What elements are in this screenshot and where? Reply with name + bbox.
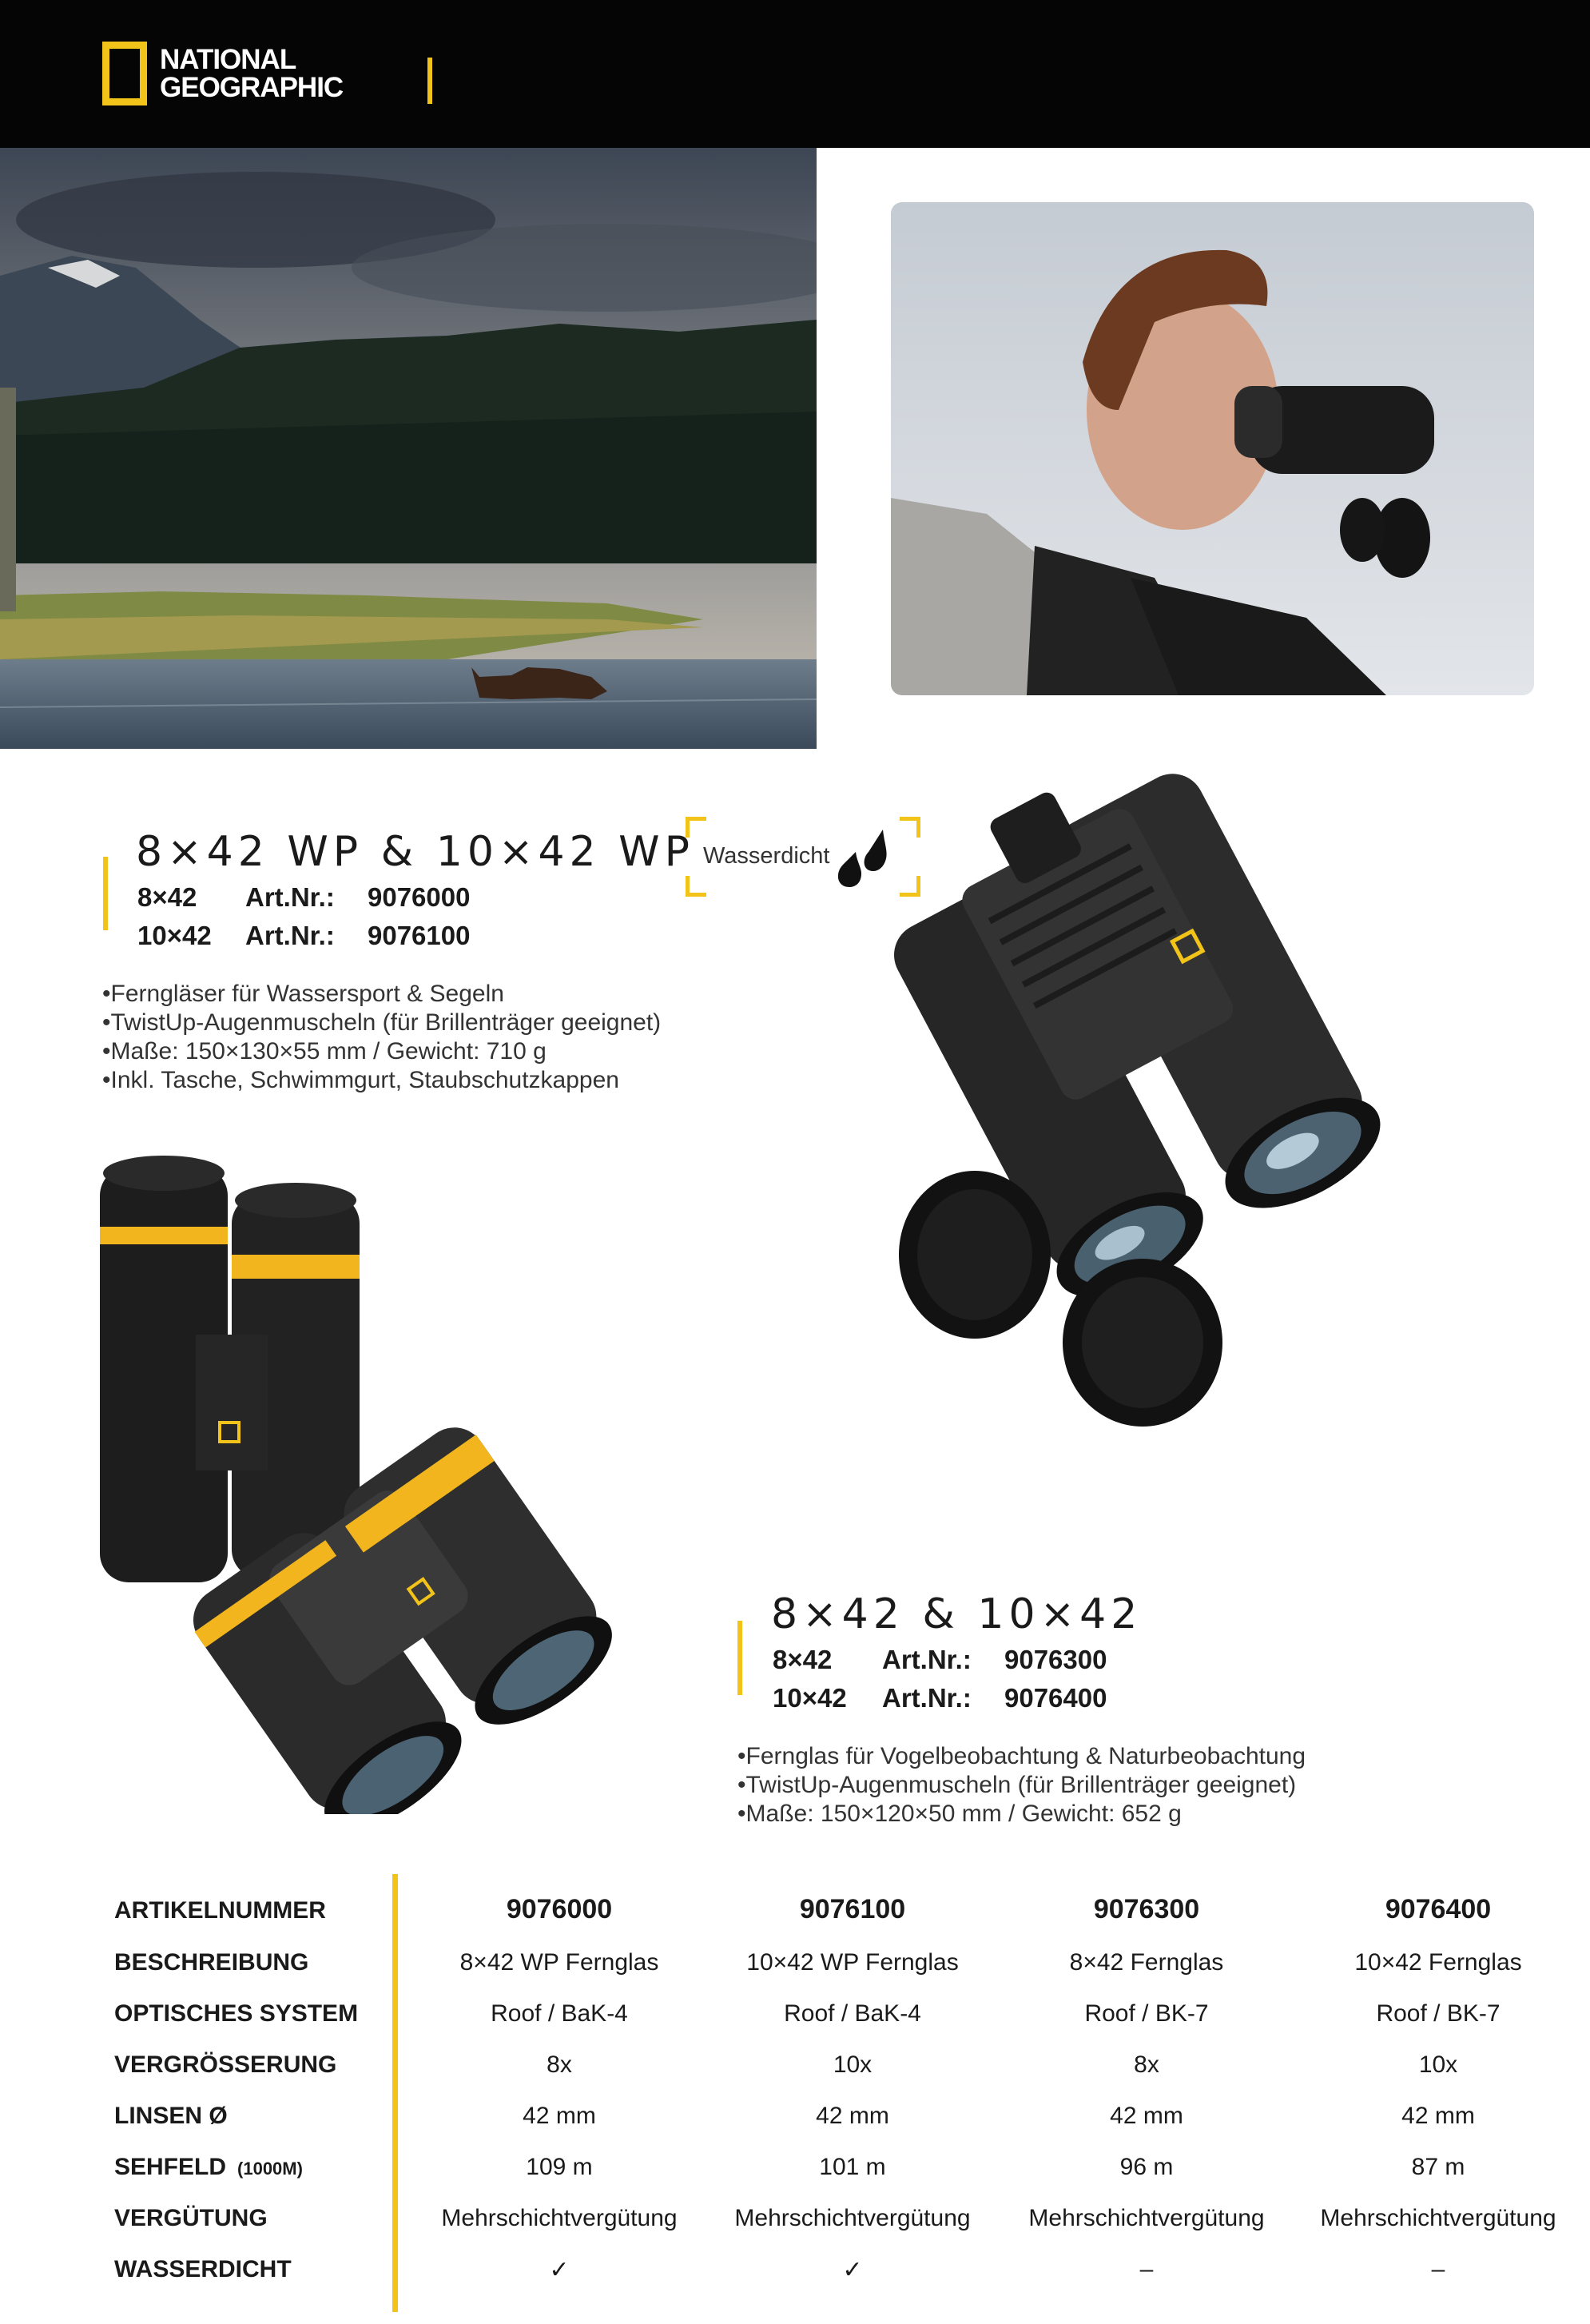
- spec-cell: Mehrschichtvergütung: [1320, 2205, 1556, 2231]
- feature-item: • Ferngläser für Wassersport & Segeln: [102, 980, 661, 1009]
- spec-row-label: [114, 2154, 303, 2181]
- spec-cell: 8x: [547, 2051, 572, 2078]
- feature-item: • Maße: 150×120×50 mm / Gewicht: 652 g: [737, 1800, 1306, 1829]
- feature-item: • Inkl. Tasche, Schwimmgurt, Staubschutzkappen: [102, 1066, 661, 1095]
- national-geographic-logo: [102, 42, 343, 105]
- spec-row-label: BESCHREIBUNG: [114, 1949, 309, 1976]
- feature-item: • Fernglas für Vogelbeobachtung & Naturbeobachtung: [737, 1742, 1306, 1771]
- man-with-binoculars-photo: [891, 202, 1534, 695]
- checkmark-icon: ✓: [549, 2257, 570, 2283]
- article-label: Art.Nr.:: [882, 1645, 972, 1674]
- dash-icon: –: [1431, 2256, 1445, 2282]
- article-number: 9076000: [368, 882, 471, 912]
- spec-cell: 101 m: [819, 2154, 886, 2180]
- spec-row-magnification: [0, 2040, 1590, 2091]
- article-model: 8×42: [773, 1645, 833, 1674]
- landscape-moose-photo: [0, 148, 817, 749]
- spec-cell: 109 m: [526, 2154, 593, 2180]
- spec-row-lens-diameter: [0, 2091, 1590, 2143]
- spec-cell: 96 m: [1119, 2154, 1174, 2180]
- product-std-title: 8×42 & 10×42: [771, 1590, 1143, 1638]
- feature-item: • TwistUp-Augenmuscheln (für Brillenträger geeignet): [737, 1771, 1306, 1800]
- spec-column-9076100: 9076100: [799, 1894, 906, 1924]
- spec-cell: Roof / BK-7: [1376, 2000, 1501, 2027]
- article-label: Art.Nr.:: [245, 921, 335, 950]
- article-label: Art.Nr.:: [882, 1683, 972, 1713]
- spec-cell: Roof / BK-7: [1084, 2000, 1209, 2027]
- spec-row-coating: [0, 2194, 1590, 2245]
- spec-row-waterproof: [0, 2245, 1590, 2296]
- product-wp-feature-list: [102, 980, 661, 1095]
- spec-label-text: SEHFELD: [114, 2154, 227, 2180]
- spec-cell: 42 mm: [1110, 2103, 1183, 2129]
- badge-corner: [686, 817, 706, 838]
- spec-cell: Roof / BaK-4: [491, 2000, 628, 2027]
- spec-row-optical-system: [0, 1989, 1590, 2040]
- spec-cell: Mehrschichtvergütung: [1028, 2205, 1265, 2231]
- spec-cell: 10x: [833, 2051, 873, 2078]
- spec-column-9076000: 9076000: [506, 1894, 613, 1924]
- article-number: 9076300: [1004, 1645, 1107, 1674]
- spec-cell: 8×42 Fernglas: [1069, 1949, 1224, 1976]
- spec-row-field-of-view: [0, 2143, 1590, 2194]
- product-wp-title: 8×42 WP & 10×42 WP: [136, 828, 694, 876]
- article-label: Art.Nr.:: [245, 882, 335, 912]
- feature-item: • Maße: 150×130×55 mm / Gewicht: 710 g: [102, 1037, 661, 1066]
- dash-icon: –: [1139, 2256, 1154, 2282]
- article-number: 9076100: [368, 921, 471, 950]
- feature-item: • TwistUp-Augenmuscheln (für Brillenträger geeignet): [102, 1009, 661, 1037]
- product-std-accent-bar: [737, 1621, 742, 1695]
- waterproof-label: Wasserdicht: [703, 843, 830, 869]
- spec-row-label: OPTISCHES SYSTEM: [114, 2000, 359, 2027]
- standard-binoculars-image: [76, 1151, 699, 1814]
- spec-cell: Roof / BaK-4: [784, 2000, 921, 2027]
- spec-cell: 42 mm: [816, 2103, 889, 2129]
- logo-line-1: NATIONAL: [160, 44, 296, 75]
- spec-column-9076300: 9076300: [1093, 1894, 1200, 1924]
- logo-line-2: GEOGRAPHIC: [160, 72, 344, 103]
- spec-row-label: VERGRÖSSERUNG: [114, 2051, 337, 2078]
- spec-cell: 10×42 Fernglas: [1354, 1949, 1522, 1976]
- spec-cell: 42 mm: [523, 2103, 596, 2129]
- page-header: [0, 0, 1590, 148]
- article-model: 10×42: [137, 921, 212, 950]
- product-wp-accent-bar: [103, 857, 108, 930]
- logo-wordmark: [160, 46, 343, 101]
- spec-cell: Mehrschichtvergütung: [734, 2205, 971, 2231]
- spec-row-label: WASSERDICHT: [114, 2256, 292, 2282]
- spec-cell: 42 mm: [1401, 2103, 1475, 2129]
- product-std-feature-list: [737, 1742, 1306, 1829]
- badge-corner: [686, 876, 706, 897]
- checkmark-icon: ✓: [842, 2257, 863, 2283]
- header-accent-bar: [427, 58, 432, 104]
- spec-cell: 87 m: [1411, 2154, 1465, 2180]
- spec-cell: 10×42 WP Fernglas: [746, 1949, 959, 1976]
- yellow-frame-icon: [102, 42, 147, 105]
- spec-column-9076400: 9076400: [1385, 1894, 1492, 1924]
- article-number: 9076400: [1004, 1683, 1107, 1713]
- article-model: 10×42: [773, 1683, 847, 1713]
- wp-binoculars-image: [847, 767, 1462, 1462]
- article-model: 8×42: [137, 882, 197, 912]
- spec-cell: 8x: [1134, 2051, 1159, 2078]
- spec-cell: Mehrschichtvergütung: [441, 2205, 678, 2231]
- spec-header-label: ARTIKELNUMMER: [114, 1897, 326, 1924]
- spec-cell: 8×42 WP Fernglas: [459, 1949, 659, 1976]
- spec-row-label: VERGÜTUNG: [114, 2205, 268, 2231]
- spec-label-note: (1000M): [237, 2159, 303, 2179]
- spec-cell: 10x: [1418, 2051, 1458, 2078]
- spec-row-label: LINSEN Ø: [114, 2103, 228, 2129]
- spec-row-description: [0, 1938, 1590, 1989]
- spec-header-row: [0, 1886, 1590, 1937]
